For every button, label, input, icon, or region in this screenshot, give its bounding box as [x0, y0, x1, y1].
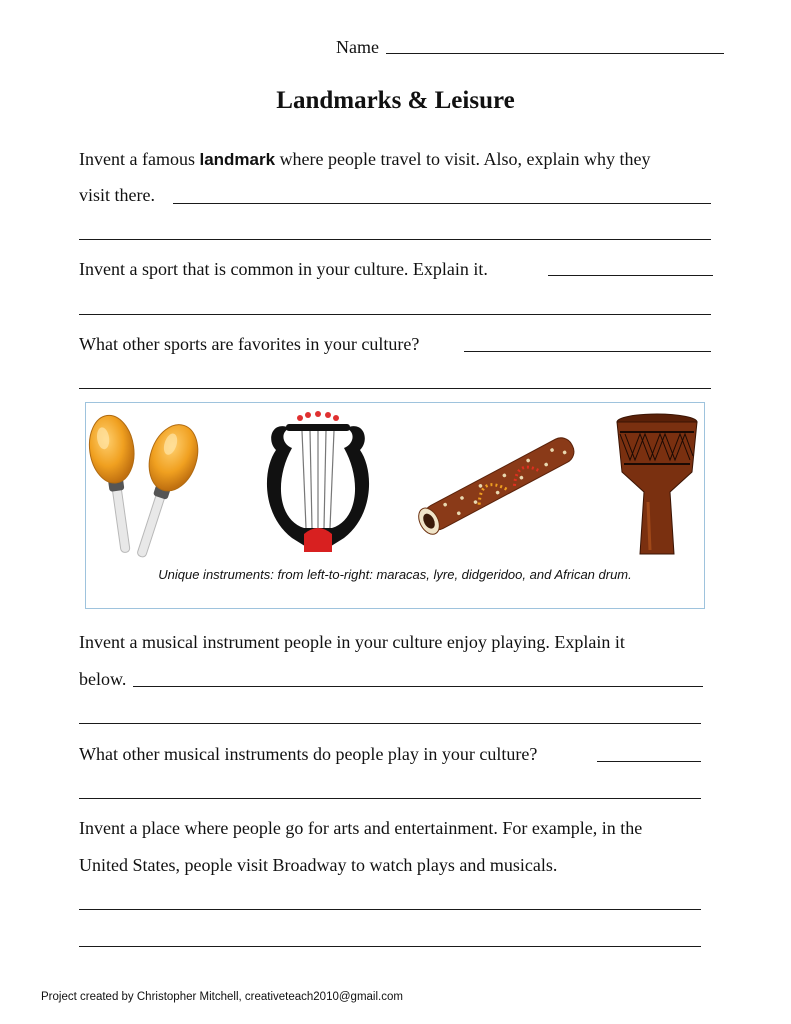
footer-credit: Project created by Christopher Mitchell, creativeteach2010@gmail.com: [41, 991, 403, 1003]
lyre-icon: [262, 410, 374, 560]
question-sport: Invent a sport that is common in your culture. Explain it.: [79, 259, 488, 279]
answer-line[interactable]: [79, 314, 711, 315]
question-instrument: Invent a musical instrument people in your culture enjoy playing. Explain it: [79, 632, 625, 652]
didgeridoo-icon: [412, 428, 582, 543]
question-arts-place-line2: United States, people visit Broadway to watch plays and musicals.: [79, 855, 558, 875]
question-landmark-text-2: where people travel to visit. Also, explain why they: [275, 149, 651, 169]
question-instrument-line2: below.: [79, 669, 127, 689]
page-title: Landmarks & Leisure: [276, 87, 515, 114]
question-landmark-line2: visit there.: [79, 185, 155, 205]
answer-line[interactable]: [548, 275, 713, 276]
answer-line[interactable]: [79, 798, 701, 799]
answer-line[interactable]: [79, 388, 711, 389]
answer-line[interactable]: [464, 351, 711, 352]
question-landmark-keyword: landmark: [199, 150, 276, 169]
answer-line[interactable]: [79, 946, 701, 947]
answer-line[interactable]: [79, 239, 711, 240]
question-other-sports: What other sports are favorites in your culture?: [79, 334, 420, 354]
name-answer-line[interactable]: [386, 53, 724, 54]
question-arts-place: Invent a place where people go for arts and entertainment. For example, in the: [79, 818, 643, 838]
question-landmark-text-1: Invent a famous: [79, 149, 200, 169]
figure-caption: Unique instruments: from left-to-right: maracas, lyre, didgeridoo, and African drum.: [158, 567, 632, 582]
question-other-instruments: What other musical instruments do people play in your culture?: [79, 744, 538, 764]
maracas-icon: [92, 412, 204, 562]
answer-line[interactable]: [173, 203, 711, 204]
question-landmark: [79, 148, 650, 171]
answer-line[interactable]: [79, 723, 701, 724]
answer-line[interactable]: [597, 761, 701, 762]
answer-line[interactable]: [133, 686, 703, 687]
african-drum-icon: [614, 412, 700, 562]
name-label: Name: [336, 37, 379, 57]
answer-line[interactable]: [79, 909, 701, 910]
